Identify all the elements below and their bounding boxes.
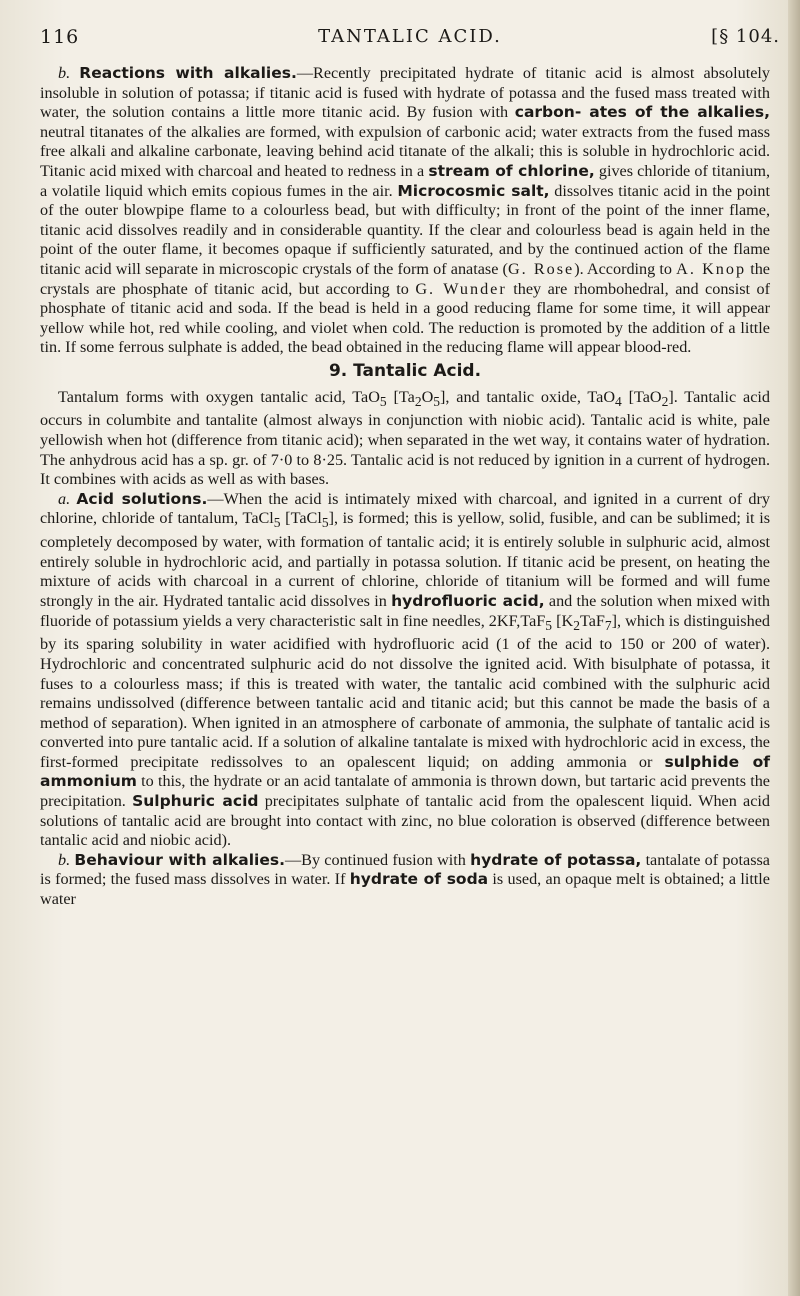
emphasis-term: Sulphuric acid [132, 792, 259, 811]
paragraph-acid-solutions [40, 490, 770, 851]
text-run: —By continued fusion with [284, 850, 471, 869]
section-reference: [§ 104. [711, 26, 780, 47]
text-run: —Recently precipitated hydrate of titanic acid is almost absolutely insoluble in solution of potassa; if titanic acid is fused with hydrate of potassa and the fused mass treated with water, the solution contains a little more titanic acid. By fusion with [40, 64, 771, 122]
text-run: tantalate of potassa is formed; the fused mass dissolves in water. If [40, 850, 770, 889]
emphasis-term: Microcosmic salt, [397, 181, 550, 200]
text-run: O [421, 387, 434, 406]
text-run: TaF [579, 611, 605, 630]
text-run: gives chloride of titanium, a volatile liquid which emits copious fumes in the air. [40, 161, 770, 200]
text-run: —When the acid is intimately mixed with charcoal, and ignited in a current of dry chlorine, chloride of tantalum, TaCl [40, 489, 770, 528]
text-run: to this, the hydrate or an acid tantalate of ammonia is thrown down, but tartaric acid prevents the precipitation. [40, 772, 770, 811]
subscript: 5 [545, 617, 553, 633]
text-run: [K [552, 611, 574, 630]
text-run: ]. Tantalic acid occurs in columbite and tantalite (almost always in conjunction with niobic acid). Tantalic acid is white, pale yellowish when hot (difference from titanic acid); when separated in the wet way, it contains water of hydration. The anhydrous acid has a sp. gr. of 7·0 to 8·25. Tantalic acid is not reduced by ignition in a current of hydrogen. It combines with acids as well as with bases. [40, 387, 770, 489]
running-header [40, 20, 780, 52]
text-run: ], and tantalic oxide, TaO [440, 387, 616, 406]
text-run: they are rhombohedral, and consist of phosphate of titanic acid and soda. If the bead is held in a good reducing flame for some time, it will appear yellow while hot, red while cooling, and violet when cold. The reduction is promoted by the addition of a little tin. If some ferrous sulphate is added, the bead obtained in the reducing flame will appear blood-red. [40, 279, 770, 357]
subscript: 2 [661, 393, 669, 409]
paragraph-heading: Reactions with alkalies. [79, 64, 297, 82]
emphasis-term: hydrate of soda [349, 870, 489, 889]
subscript: 2 [573, 617, 580, 633]
para-label: b. [58, 64, 71, 82]
emphasis-term: sulphide of ammonium [40, 752, 770, 791]
subscript: 5 [273, 515, 281, 531]
text-run: dissolves titanic acid in the point of the outer blowpipe flame to a colourless bead, but with difficulty; in front of the point of the inner flame, titanic acid dissolves readily and in considerable quantity. If the clear and colourless bead is again held in the point of the outer flame, it becomes opaque if sufficiently saturated, and by the continued action of the flame titanic acid will separate in microscopic crystals of the form of anatase ( [40, 181, 770, 278]
section-title: 9. Tantalic Acid. [328, 360, 482, 381]
text-run: ). According to [574, 259, 677, 278]
paragraph-behaviour-with-alkalies [40, 851, 770, 910]
page-edge [788, 0, 800, 1296]
text-run: the crystals are phosphate of titanic acid, but according to [40, 259, 770, 298]
text-run: ], is formed; this is yellow, solid, fusible, and can be sublimed; it is completely decomposed by water, with formation of tantalic acid; it is entirely soluble in sulphuric acid, almost entirely soluble in hydrochloric acid, and partially in potassa solution. If titanic acid be present, on heating the mixture of acids with charcoal in a current of chlorine, chloride of titanium will be formed and will fume strongly in the air. Hydrated tantalic acid dissolves in [40, 509, 770, 610]
page-number: 116 [40, 26, 80, 48]
emphasis-term: hydrate of potassa, [470, 850, 642, 869]
paragraph-heading: Behaviour with alkalies. [74, 850, 285, 869]
subscript: 4 [615, 393, 622, 409]
emphasis-term: stream of chlorine, [428, 161, 595, 180]
author-name: G. Rose [507, 259, 575, 278]
page-body [40, 64, 770, 910]
text-run: [TaO [621, 387, 662, 406]
text-run: precipitates sulphate of tantalic acid from the opalescent liquid. When acid solutions of tantalic acid are brought into contact with zinc, no blue coloration is observed (difference between tantalic acid and niobic acid). [40, 792, 770, 850]
author-name: A. Knop [676, 259, 747, 278]
para-label: a. [58, 489, 71, 508]
text-run: ], which is distinguished by its sparing solubility in water acidified with hydrofluoric acid (1 of the acid to 150 or 200 of water). Hydrochloric and concentrated sulphuric acid do not dissolve the ignited acid. With bisulphate of potassa, it fuses to a colourless mass; if this is treated with water, the tantalic acid combined with the sulphuric acid remains undissolved (difference between tantalic acid and titanic acid; but this cannot be made the basis of a method of separation). When ignited in an atmosphere of carbonate of ammonia, the sulphate of tantalic acid is converted into pure tantalic acid. If a solution of alkaline tantalate is mixed with hydrochloric acid in excess, the first-formed precipitate redissolves to an opalescent liquid; on adding ammonia or [40, 611, 770, 771]
subscript: 5 [433, 393, 441, 409]
paragraph-heading: Acid solutions. [76, 489, 208, 508]
emphasis-term: carbon- ates of the alkalies, [514, 103, 770, 122]
text-run: [Ta [386, 387, 415, 406]
text-run: and the solution when mixed with fluoride of potassium yields a very characteristic salt in fine needles, 2KF,TaF [40, 591, 770, 630]
para-label: b. [58, 850, 71, 869]
text-run: neutral titanates of the alkalies are formed, with expulsion of carbonic acid; water extracts from the fused mass free alkali and alkaline carbonate, leaving behind acid titanate of the alkali; this is soluble in hydrochloric acid. Titanic acid mixed with charcoal and heated to redness in a [40, 122, 770, 180]
subscript: 5 [321, 515, 329, 531]
paragraph-introduction [40, 388, 770, 490]
subscript: 7 [604, 617, 612, 633]
subscript: 2 [414, 393, 422, 409]
paragraph-reactions-with-alkalies [40, 64, 770, 358]
text-run: is used, an opaque melt is obtained; a little water [40, 870, 770, 909]
author-name: G. Wunder [415, 279, 507, 298]
text-run: Tantalum forms with oxygen tantalic acid, TaO [58, 387, 380, 406]
subscript: 5 [379, 393, 387, 409]
text-run: [TaCl [280, 509, 322, 528]
running-title: TANTALIC ACID. [318, 26, 502, 47]
emphasis-term: hydrofluoric acid, [391, 591, 545, 610]
